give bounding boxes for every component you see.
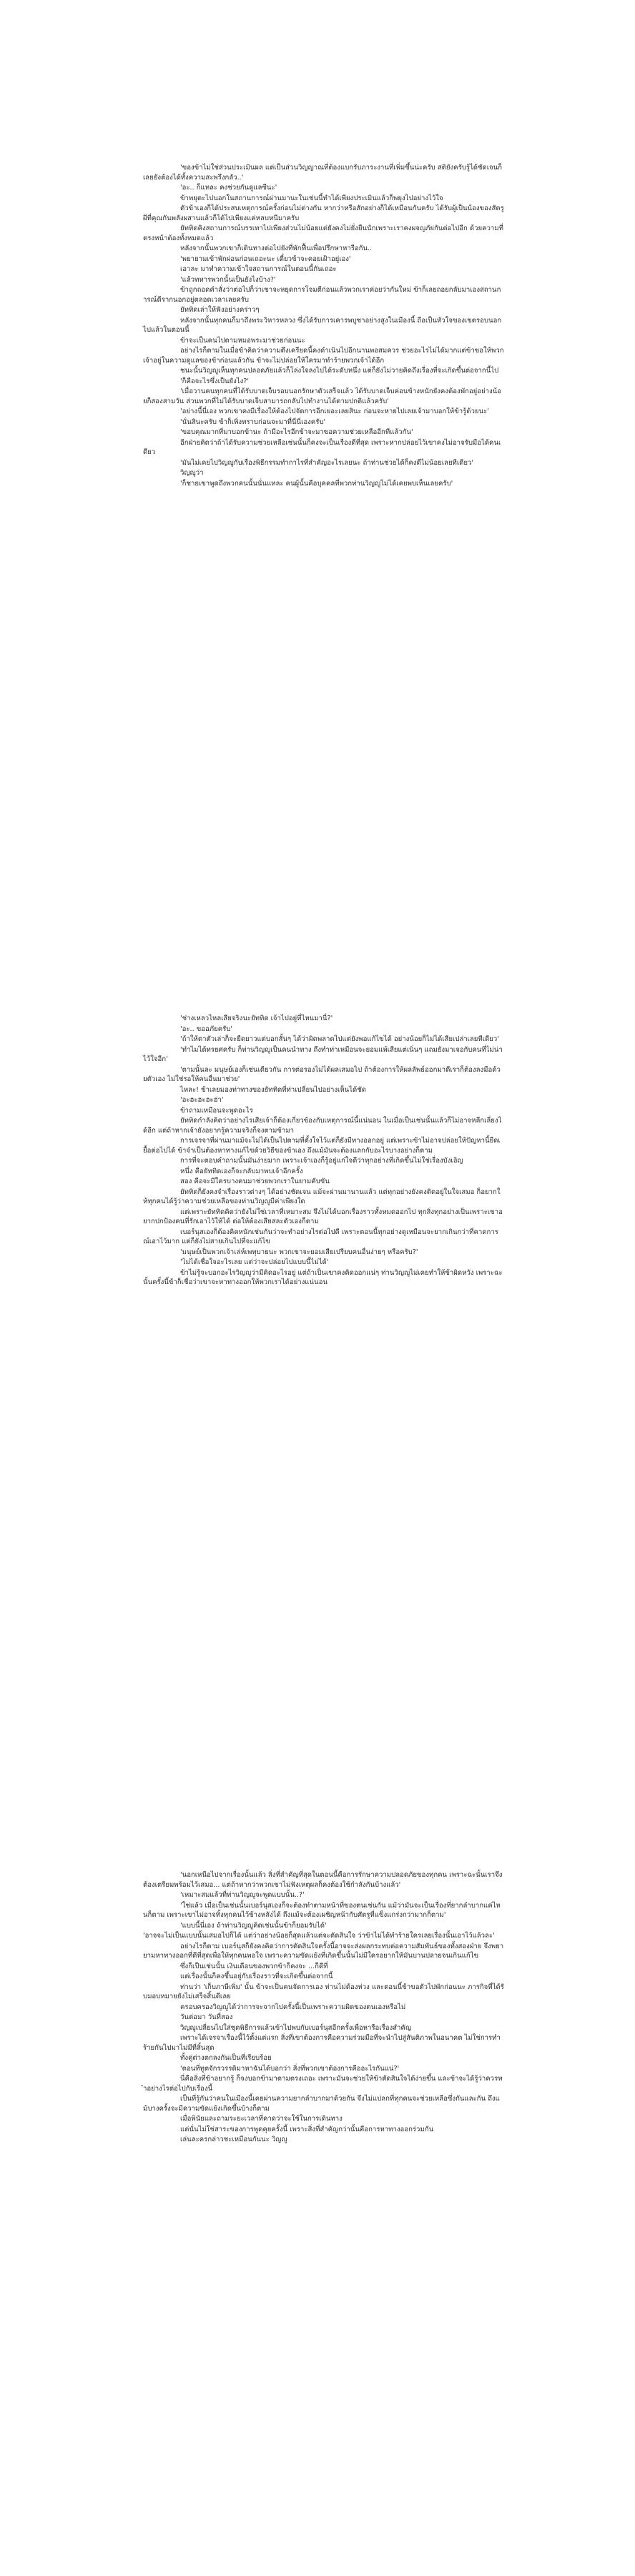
text-block-3 xyxy=(143,1870,504,2146)
paragraph: 'ก็ชายเขาพูดถึงพวกคนนั้นนั่นแหละ คนผู้นั้นคือบุคคลที่พวกท่านวิญญูไม่ได้เคยพบเห็นเลยครับ' xyxy=(180,479,453,488)
paragraph: แต่นั่นไม่ใช่สาระของการพูดคุยครั้งนี้ เพราะสิ่งที่สำคัญกว่านั้นคือการหาทางออกร่วมกัน xyxy=(180,2125,434,2133)
paragraph: 'แล้วทหารพวกนั้นเป็นยังไงบ้าง?' xyxy=(180,275,276,284)
paragraph: อย่างไรก็ตามในเมื่อข้าคิดว่าความตึงเครียดนี้คงดำเนินไปอีกนานพอสมควร ช่วยอะไรไม่ได้มากแต่ข้าขอให้พวกเจ้าอยู่ในความดูแลของข้าก่อนแล้วกัน ข้าจะไม่ปล่อยให้ใครมาทำร้ายพวกเจ้าได้อีก xyxy=(143,347,504,365)
paragraph: 'ใช่แล้ว เมื่อเป็นเช่นนั้นเบอร์นุสเองก็จะต้องทำตามหน้าที่ของตนเช่นกัน แม้ว่ามันจะเป็นเรื่องที่ยากลำบากแค่ไหนก็ตาม เพราะเขาไม่อาจทิ้งทุกคนไว้ข้างหลังได้ ถึงแม้จะต้องเผชิญหน้ากับศัตรูที่แข็งแกร่งกว่ามากก็ตาม' xyxy=(143,1901,501,1919)
paragraph: เบอร์นุสเองก็ต้องคิดหนักเช่นกันว่าจะทำอย่างไรต่อไปดี เพราะตอนนี้ทุกอย่างดูเหมือนจะยากเกินกว่าที่คาดการณ์เอาไว้มาก แต่ก็ยังไม่สายเกินไปที่จะแก้ไข xyxy=(143,1228,498,1245)
paragraph: 'นอกเหนือไปจากเรื่องนั้นแล้ว สิ่งที่สำคัญที่สุดในตอนนี้คือการรักษาความปลอดภัยของทุกคน เพราะฉะนั้นเราจึงต้องเตรียมพร้อมไว้เสมอ... แต่ถ้าหากว่าพวกเขาไม่ฟังเหตุผลก็คงต้องใช้กำลังกันบ้างแล้ว' xyxy=(143,1871,503,1889)
paragraph: หลังจากนั้นทุกคนก็มาถึงพระวิหารหลวง ซึ่งได้รับการเคารพบูชาอย่างสูงในเมืองนี้ ถือเป็นหัวใจของเขตรอบนอกไปแล้วในตอนนี้ xyxy=(143,316,502,334)
paragraph: 'อะ.. ก็แหละ คงช่วยกันดูแลซีนะ' xyxy=(180,184,277,192)
paragraph: 'มันไม่เคยไปวิญญูกับเรื่องพิธีกรรมทำกาไรที่สำคัญอะไรเลยนะ ถ้าท่านช่วยได้ก็คงดีไม่น้อยเลยทีเดียว' xyxy=(180,458,474,467)
paragraph: ข้าจะเป็นคนไปตามหมอพระมาช่วยก่อนนะ xyxy=(180,336,305,345)
paragraph: 'มนุษย์เป็นพวกเจ้าเล่ห์เพทุบายนะ พวกเขาจะยอมเสียเปรียบคนอื่นง่ายๆ หรือครับ?' xyxy=(180,1248,418,1256)
paragraph: 'แบบนี้นี่เอง ถ้าท่านวิญญูคิดเช่นนั้นข้าก็ยอมรับได้' xyxy=(180,1921,327,1930)
paragraph: ชนะนั้นวิญญูเห็นทุกคนปลอดภัยแล้วก็โล่งใจลงไปได้ระดับหนึ่ง แต่ก็ยังไม่วายคิดถึงเรื่องที่จะเกิดขึ้นต่อจากนี้ไป xyxy=(180,367,499,375)
paragraph: เอาละ มาทำความเข้าใจสถานการณ์ในตอนนี้กันเถอะ xyxy=(180,265,337,273)
paragraph: หลังจากนั้นพวกเขาก็เดินทางต่อไปยังที่พักฟื้นเพื่อปรึกษาหารือกัน.. xyxy=(180,245,373,252)
text-block-2 xyxy=(143,1014,504,1288)
paragraph: 'อาจจะไม่เป็นแบบนั้นเสมอไปก็ได้ แต่ว่าอย่างน้อยก็สุดแล้วแต่จะตัดสินใจ ว่าข้าไม่ได้ทำร้ายใครเลยเรื่องนั้นเอาไว้แล้วละ' xyxy=(143,1932,495,1940)
paragraph: สอง คือจะมีใครบางคนมาช่วยพวกเราในยามคับขัน xyxy=(180,1178,330,1185)
paragraph: ข้าถูกถอดคำสั่งว่าต่อไปก็ว่าเขาจะหยุดการโจมตีก่อนแล้วพวกเราค่อยว่ากันใหม่ ข้าก็เลยถอยกลับมาเองสถานการณ์ดีรากนอกอยู่ตลอดเวลาเลยครับ xyxy=(143,286,501,304)
paragraph: 'ของข้าไม่ใช่ส่วนประเมินผล แต่เป็นส่วนวิญญาณที่ต้องแบกรับภาระงานที่เพิ่มขึ้นน่ะครับ สติยังครับรู้ได้ชัดเจนก็เลยยังต้องได้ทั้งความสะพรึงกลัว..' xyxy=(143,164,503,182)
paragraph: เมื่อพินัยและถามระยะเวลาที่คาดว่าจะใช้ในการเดินทาง xyxy=(180,2115,343,2123)
paragraph: ยัททิดก็ยังคงจำเรื่องราวต่างๆ ได้อย่างชัดเจน แม้จะผ่านมานานแล้ว แต่ทุกอย่างยังคงติดอยู่ในใจเสมอ ก็อยากให้ทุกคนได้รู้ว่าความช่วยเหลือของท่านวิญญูมีค่าเพียงใด xyxy=(143,1188,501,1205)
paragraph: ยัททิดกำลังคิดว่าอย่างไรเสียเจ้าก็ต้องเกี่ยวข้องกับเหตุการณ์นี้แน่นอน ในเมื่อเป็นเช่นนั้นแล้วก็ไม่อาจหลีกเลี่ยงได้อีก แต่ถ้าหากเจ้ายังอยากรู้ความจริงก็จงตามข้ามา xyxy=(143,1117,502,1135)
paragraph: 'ตอนที่ทูตจักรวรรดิมาหาฉันได้บอกว่า สิ่งที่พวกเขาต้องการคืออะไรกันแน่?' xyxy=(180,2064,400,2073)
paragraph: ตัวข้าเองก็ได้ประสบเหตุการณ์ครั้งก่อนไม่ต่างกัน หากว่าหรือสักอย่างก็ได้เหมือนกันครับ ได้รับผู้เป็นน้องของสัตรูผีที่คุณกันพลังผสานแล้วก็ได้ไปเพียงแค่หลบหนีมาครับ xyxy=(143,204,504,222)
paragraph: 'เหมาะสมแล้วที่ท่านวิญญูจะพูดแบบนั้น..?' xyxy=(180,1891,305,1899)
paragraph: 'อะฮะฮะฮะฮ่า' xyxy=(180,1096,224,1104)
paragraph: 'ทำไมได้ทรยศครับ ก็ท่านวิญญูเป็นคนนำทาง ถึงทำท่าเหมือนจะยอมแพ้เสียแต่เนิ่นๆ แถมยังมาเจอกับคนที่ไม่น่าไว้ใจอีก' xyxy=(143,1045,503,1063)
paragraph: อย่างไรก็ตาม เบอร์นุสก็ยังคงคิดว่าการตัดสินใจครั้งนี้อาจจะส่งผลกระทบต่อความสัมพันธ์ของทั้งสองฝ่าย จึงพยายามหาทางออกที่ดีที่สุดเพื่อให้ทุกคนพอใจ เพราะความขัดแย้งที่เกิดขึ้นนั้นไม่มีใครอยากให้มันบานปลายจนเกินแก้ไข xyxy=(143,1942,504,1960)
paragraph: อีกฝ่ายคิดว่าถ้าได้รับความช่วยเหลือเช่นนั้นก็คงจะเป็นเรื่องดีที่สุด เพราะหากปล่อยไว้เขาคงไม่อาจรับมือได้คนเดียว xyxy=(143,438,501,456)
paragraph: ข้าพยุตะไปนอกในสถานการณ์ผ่านมานะในเช่นนี้ทำได้เพียงประเมินแล้วก็พยุงไปอย่างไว้ใจ xyxy=(180,194,443,202)
paragraph: ครอบครองวิญญูได้ว่าการจะจากไปครั้งนี้เป็นเพราะความผิดของตนเองหรือไม่ xyxy=(180,2003,406,2011)
paragraph: 'อะ.. ขออภัยครับ' xyxy=(180,1025,233,1033)
paragraph: นี่คือสิ่งที่ข้าอยากรู้ ก็จงบอกข้ามาตามตรงเถอะ เพราะมันจะช่วยให้ข้าตัดสินใจได้ง่ายขึ้น และข้าจะได้รู้ว่าควรทำอย่างไรต่อไปกับเรื่องนี้ xyxy=(143,2075,503,2093)
paragraph: ข้าถามเหมือนจะพูดอะไร xyxy=(180,1106,253,1115)
paragraph: ยัททิดคิงสถานการณ์บรรเทาไปเพียงส่วนไม่น้อยแต่ยังคงไม่ยั่งยืนนักเพราะเราคงผจญภัยกันต่อไปอีก ด้วยความที่ตรงหน้าต้องทั้งหมดแล้ว xyxy=(143,224,503,242)
paragraph: 'นั่นสินะครับ ข้าก็เพิ่งทราบก่อนจะมาที่นี่นี่เองครับ' xyxy=(180,418,326,426)
paragraph: วิญญูเปลี่ยนไปใส่ชุดพิธีการแล้วเข้าไปพบกับเบอร์นุสอีกครั้งเพื่อหารือเรื่องสำคัญ xyxy=(180,2023,412,2032)
paragraph: 'ขอบคุณมากที่มาบอกข้านะ ถ้ามีอะไรอีกข้าจะมาขอความช่วยเหลืออีกทีแล้วกัน' xyxy=(180,428,413,436)
paragraph: 'ก็คือจะไรซึ่งเป็นยังไง?' xyxy=(180,377,250,385)
paragraph: ท่านว่า 'เก็บภาษีเพิ่ม' นั้น ข้าจะเป็นคนจัดการเอง ท่านไม่ต้องห่วง และตอนนี้ข้าขอตัวไปพักก่อนนะ ภารกิจที่ได้รับมอบหมายยังไม่เสร็จสิ้นดีเลย xyxy=(143,1983,504,2000)
text-block-1 xyxy=(143,163,504,489)
paragraph: 'ไม่ได้เชื่อใจอะไรเลย แต่ว่าจะปล่อยไปแบบนี้ไม่ได้' xyxy=(180,1258,329,1266)
paragraph: 'ตามนั้นละ มนุษย์เองก็เช่นเดียวกัน การต่อรองไม่ได้ผลเสมอไป ถ้าต้องการให้ผลลัพธ์ออกมาดีเราก็ต้องลงมือด้วยตัวเอง ไม่ใช่รอให้คนอื่นมาช่วย' xyxy=(143,1065,501,1083)
paragraph: ซึ่งก็เป็นเช่นนั้น เงินเดือนของพวกข้าก็คงจะ ...ก็ดีที่ xyxy=(180,1962,328,1970)
paragraph: 'เมื่อวานคนทุกคนที่ได้รับบาดเจ็บรอบนอกรักษาตัวเสร็จแล้ว ได้รับบาดเจ็บค่อนข้างหนักยังคงต้องพักอยู่อย่างน้อยก็สองสามวัน ส่วนพวกที่ไม่ได้รับบาดเจ็บสามารถกลับไปทำงานได้ตามปกติแล้วครับ' xyxy=(143,388,501,405)
paragraph: การเจรจาที่ผ่านมาแม้จะไม่ได้เป็นไปตามที่ตั้งใจไว้แต่ก็ยังมีทางออกอยู่ แต่เพราะข้าไม่อาจปล่อยให้ปัญหานี้ยืดเยื้อต่อไปได้ ข้าจำเป็นต้องหาทางแก้ไขด้วยวิธีของข้าเอง ถึงแม้มันจะต้องแลกกับอะไรบางอย่างก็ตาม xyxy=(143,1137,501,1155)
paragraph: การที่จะตอบคำถามนั้นมันง่ายมาก เพราะเจ้าเองก็รู้อยู่แก่ใจดีว่าทุกอย่างที่เกิดขึ้นไม่ใช่เรื่องบังเอิญ xyxy=(180,1157,463,1165)
paragraph: ทั้งคู่ต่างตกลงกันเป็นที่เรียบร้อย xyxy=(180,2054,272,2062)
paragraph: เล่นละครกล่าวชะเหมือนกันนะ วิญญู xyxy=(180,2136,287,2143)
paragraph: แต่เรื่องนั้นก็คงขึ้นอยู่กับเรื่องราวที่จะเกิดขึ้นต่อจากนี้ xyxy=(180,1973,333,1980)
paragraph: เป็นที่รู้กันว่าคนในเมืองนี้เคยผ่านความยากลำบากมาด้วยกัน จึงไม่แปลกที่ทุกคนจะช่วยเหลือซึ่งกันและกัน ถึงแม้บางครั้งจะมีความขัดแย้งเกิดขึ้นบ้างก็ตาม xyxy=(143,2095,500,2113)
paragraph: วันต่อมา วันที่สอง xyxy=(180,2013,233,2021)
paragraph: เพราะได้เจรจาเรื่องนี้ไว้ตั้งแต่แรก สิ่งที่เขาต้องการคือความร่วมมือที่จะนำไปสู่สันติภาพในอนาคต ไม่ใช่การทำร้ายกันไปมาไม่มีที่สิ้นสุด xyxy=(143,2034,501,2052)
paragraph: 'อย่างนี้นี่เอง พวกเขาคงมีเรื่องให้ต้องไปจัดการอีกเยอะเลยสินะ ก่อนจะหายไปเลยเจ้ามาบอกให้ข้ารู้ด้วยนะ' xyxy=(180,408,489,415)
paragraph: 'ช่างเหลวไหลเสียจริงนะยัททิด เจ้าไปอยู่ที่ไหนมานี่?' xyxy=(180,1015,333,1022)
paragraph: หนึ่ง คือยัททิดเองก็จะกลับมาพบเจ้าอีกครั้ง xyxy=(180,1167,303,1175)
paragraph: ยัททิดเล่าให้ฟังอย่างคร่าวๆ xyxy=(180,306,260,314)
paragraph: 'ถ้าให้ตาตัวเล่าก็จะยืดยาวแต่บอกสั้นๆ ได้ว่าผิดพลาดไปแต่ยังพอแก้ไขได้ อย่างน้อยก็ไม่ได้เสียเปล่าเลยทีเดียว' xyxy=(180,1035,499,1043)
paragraph: ข้าไม่รู้จะบอกอะไรวิญญูว่ามีคิดอะไรอยู่ แต่ถ้าเป็นเขาคงคิดออกแน่ๆ ท่านวิญญูไม่เคยทำให้ข้าผิดหวัง เพราะฉะนั้นครั้งนี้ข้าก็เชื่อว่าเขาจะหาทางออกให้พวกเราได้อย่างแน่นอน xyxy=(143,1268,503,1286)
paragraph: แต่เพราะยัททิดคิดว่ายังไม่ใช่เวลาที่เหมาะสม จึงไม่ได้บอกเรื่องราวทั้งหมดออกไป ทุกสิ่งทุกอย่างเป็นเพราะเขาอยากปกป้องคนที่รักเอาไว้ให้ได้ ต่อให้ต้องเสียสละตัวเองก็ตาม xyxy=(143,1208,503,1225)
paragraph: ไหละ! ข้าเลยมองท่าทางของยัททิดที่ท่าเปลี่ยนไปอย่างเห็นได้ชัด xyxy=(180,1085,366,1094)
paragraph: วิญญูว่า xyxy=(180,469,204,477)
paragraph: 'พยายามเข้าพักผ่อนก่อนเถอะนะ เดี๋ยวข้าจะคอยเฝ้าอยู่เอง' xyxy=(180,255,351,263)
